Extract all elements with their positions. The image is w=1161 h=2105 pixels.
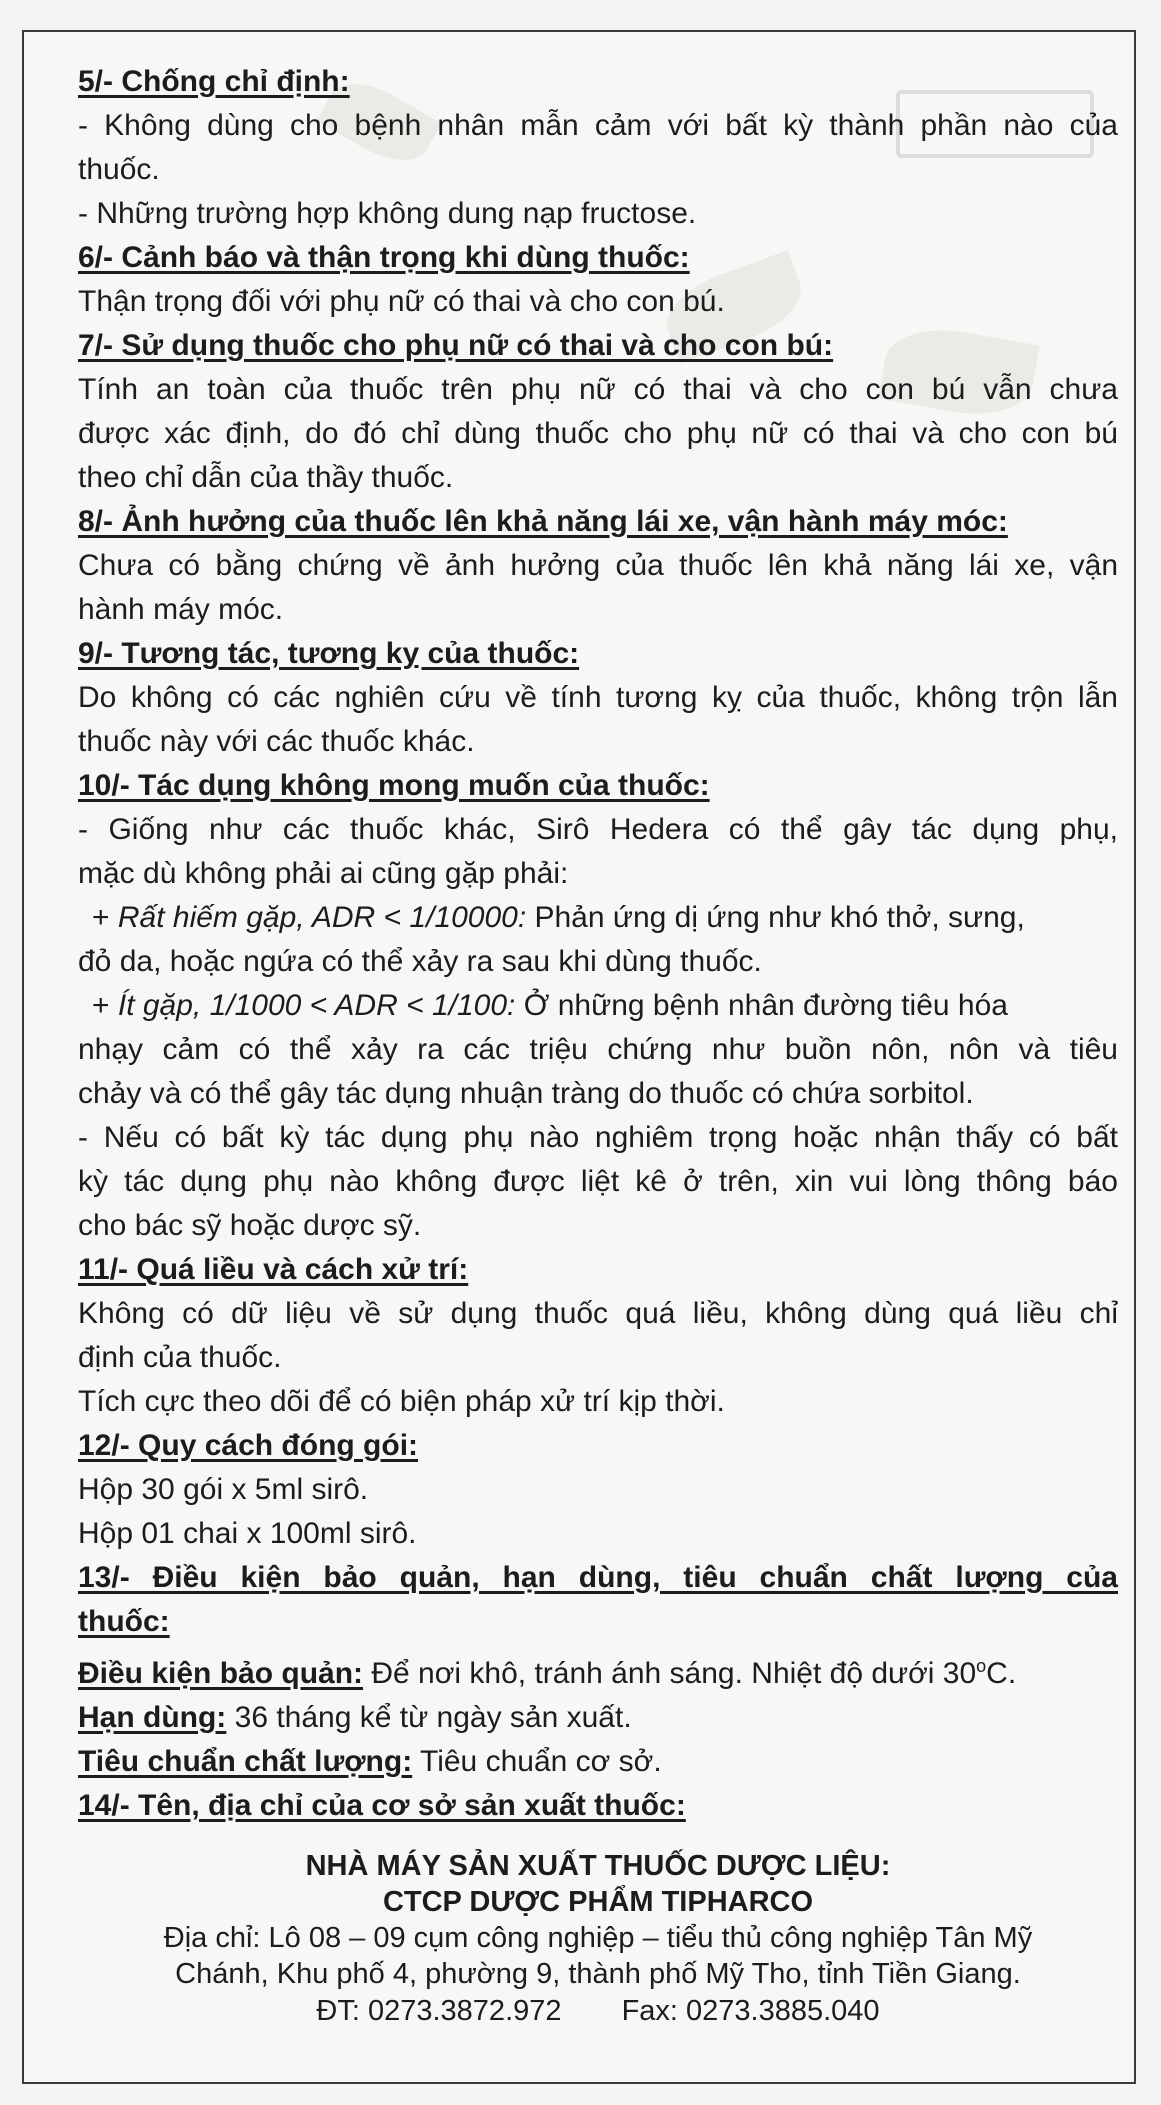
section-8-line: hành máy móc. bbox=[78, 593, 284, 626]
section-10-line: - Nếu có bất kỳ tác dụng phụ nào nghiêm trọng hoặc nhận thấy có bất bbox=[78, 1121, 1118, 1154]
section-14-title: 14/- Tên, địa chỉ của cơ sở sản xuất thuốc: bbox=[78, 1789, 686, 1822]
rare-frequency-label: Rất hiếm gặp, ADR < 1/10000: bbox=[117, 901, 527, 934]
section-10-title: 10/- Tác dụng không mong muốn của thuốc: bbox=[78, 769, 710, 802]
section-10-line: đỏ da, hoặc ngứa có thể xảy ra sau khi dùng thuốc. bbox=[78, 945, 762, 978]
section-6-line: Thận trọng đối với phụ nữ có thai và cho con bú. bbox=[78, 285, 725, 318]
quality-label: Tiêu chuẩn chất lượng: bbox=[78, 1745, 413, 1778]
section-10-line: chảy và có thể gây tác dụng nhuận tràng do thuốc có chứa sorbitol. bbox=[78, 1077, 974, 1110]
section-7-line: theo chỉ dẫn của thầy thuốc. bbox=[78, 461, 454, 494]
section-7-line: được xác định, do đó chỉ dùng thuốc cho phụ nữ có thai và cho con bú bbox=[78, 417, 1118, 450]
section-9-line: Do không có các nghiên cứu về tính tương kỵ của thuốc, không trộn lẫn bbox=[78, 681, 1118, 714]
section-12-line: Hộp 01 chai x 100ml sirô. bbox=[78, 1517, 417, 1550]
section-11-line: Không có dữ liệu về sử dụng thuốc quá liều, không dùng quá liều chỉ bbox=[78, 1297, 1118, 1330]
storage-label: Điều kiện bảo quản: bbox=[78, 1657, 364, 1690]
leaflet-content bbox=[78, 60, 1118, 2030]
phone-number: ĐT: 0273.3872.972 bbox=[316, 1995, 562, 2027]
section-11-line: Tích cực theo dõi để có biện pháp xử trí kịp thời. bbox=[78, 1385, 725, 1418]
section-5-line: thuốc. bbox=[78, 153, 160, 186]
uncommon-frequency-label: Ít gặp, 1/1000 < ADR < 1/100: bbox=[117, 989, 516, 1022]
storage-condition-line: Điều kiện bảo quản: Để nơi khô, tránh ánh sáng. Nhiệt độ dưới 30$^o$C. bbox=[78, 1656, 1017, 1690]
section-5-line: - Không dùng cho bệnh nhân mẫn cảm với bất kỳ thành phần nào của bbox=[78, 109, 1118, 142]
manufacturer-address: Địa chỉ: Lô 08 – 09 cụm công nghiệp – tiểu thủ công nghiệp Tân Mỹ Chánh, Khu phố 4, phường 9, thành phố Mỹ Tho, tỉnh Tiền Giang. bbox=[163, 1922, 1033, 1990]
section-9-title: 9/- Tương tác, tương kỵ của thuốc: bbox=[78, 637, 580, 670]
section-11-title: 11/- Quá liều và cách xử trí: bbox=[78, 1253, 469, 1286]
section-10-uncommon-line: + Ít gặp, 1/1000 < ADR < 1/100: Ở những bệnh nhân đường tiêu hóa bbox=[92, 989, 1008, 1022]
section-10-rare-line: + Rất hiếm gặp, ADR < 1/10000: Phản ứng dị ứng như khó thở, sưng, bbox=[92, 901, 1025, 934]
section-13-title-cont: thuốc: bbox=[78, 1605, 170, 1638]
section-12-line: Hộp 30 gói x 5ml sirô. bbox=[78, 1473, 369, 1506]
fax-number: Fax: 0273.3885.040 bbox=[621, 1995, 880, 2027]
manufacturer-contact bbox=[78, 1992, 1118, 2030]
manufacturer-name: NHÀ MÁY SẢN XUẤT THUỐC DƯỢC LIỆU: CTCP DƯỢC PHẨM TIPHARCO bbox=[305, 1850, 891, 1918]
section-9-line: thuốc này với các thuốc khác. bbox=[78, 725, 475, 758]
section-5-line: - Những trường hợp không dung nạp fructose. bbox=[78, 197, 697, 230]
section-5-title: 5/- Chống chỉ định: bbox=[78, 65, 350, 98]
section-8-title: 8/- Ảnh hưởng của thuốc lên khả năng lái xe, vận hành máy móc: bbox=[78, 505, 1008, 538]
section-8-line: Chưa có bằng chứng về ảnh hưởng của thuốc lên khả năng lái xe, vận bbox=[78, 549, 1118, 582]
section-11-line: định của thuốc. bbox=[78, 1341, 282, 1374]
section-7-line: Tính an toàn của thuốc trên phụ nữ có thai và cho con bú vẫn chưa bbox=[78, 373, 1118, 406]
section-10-line: nhạy cảm có thể xảy ra các triệu chứng như buồn nôn, nôn và tiêu bbox=[78, 1033, 1118, 1066]
section-7-title: 7/- Sử dụng thuốc cho phụ nữ có thai và cho con bú: bbox=[78, 329, 834, 362]
section-13-title: 13/- Điều kiện bảo quản, hạn dùng, tiêu chuẩn chất lượng của bbox=[78, 1561, 1118, 1594]
section-6-title: 6/- Cảnh báo và thận trọng khi dùng thuốc: bbox=[78, 241, 690, 274]
section-10-line: mặc dù không phải ai cũng gặp phải: bbox=[78, 857, 569, 890]
quality-standard-line: Tiêu chuẩn chất lượng: Tiêu chuẩn cơ sở. bbox=[78, 1745, 662, 1778]
leaflet-page bbox=[22, 30, 1136, 2084]
section-10-line: - Giống như các thuốc khác, Sirô Hedera có thể gây tác dụng phụ, bbox=[78, 813, 1118, 846]
section-10-line: kỳ tác dụng phụ nào không được liệt kê ở trên, xin vui lòng thông báo bbox=[78, 1165, 1118, 1198]
expiry-line: Hạn dùng: 36 tháng kể từ ngày sản xuất. bbox=[78, 1701, 632, 1734]
section-10-line: cho bác sỹ hoặc dược sỹ. bbox=[78, 1209, 422, 1242]
section-12-title: 12/- Quy cách đóng gói: bbox=[78, 1429, 419, 1462]
expiry-label: Hạn dùng: bbox=[78, 1701, 227, 1734]
